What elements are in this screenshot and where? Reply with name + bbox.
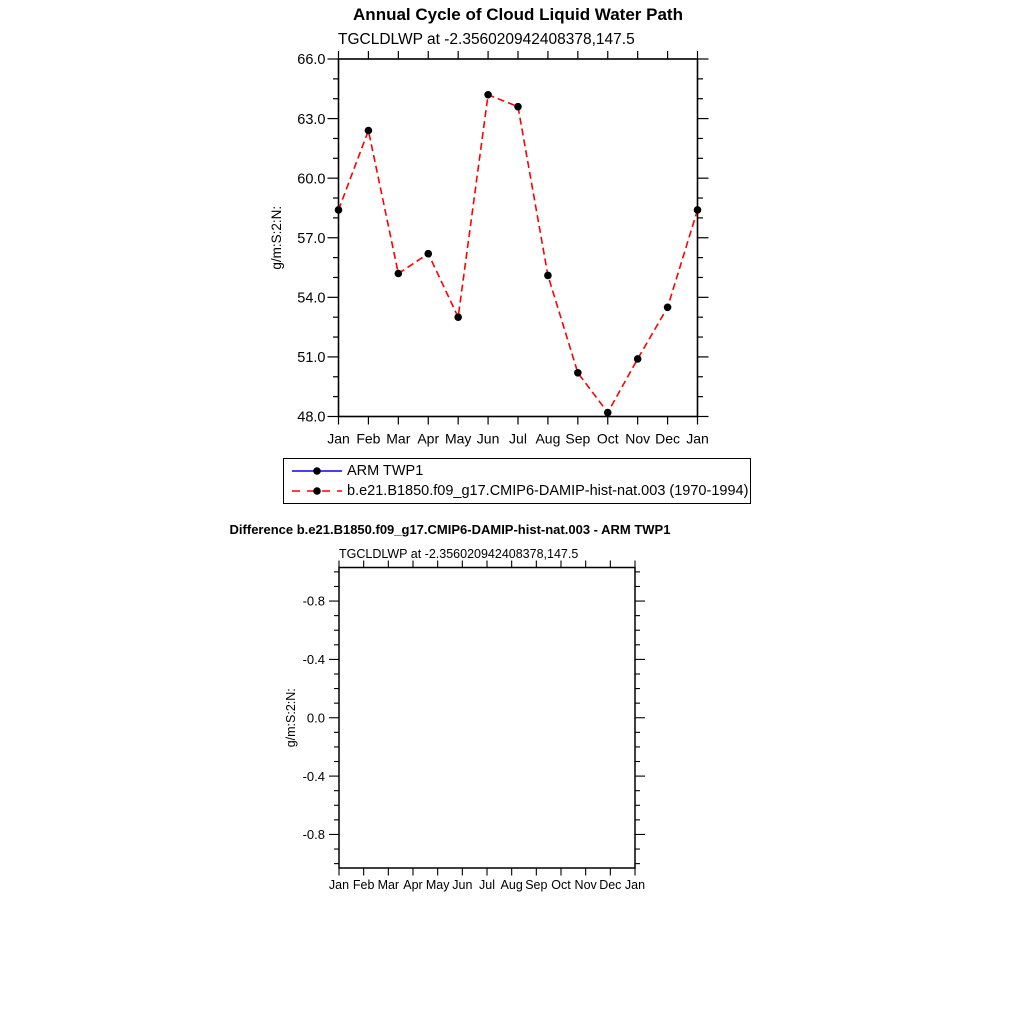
x-tick-label: Jan xyxy=(686,430,709,447)
y-tick-label: -0.4 xyxy=(302,768,325,784)
x-tick-label: Sep xyxy=(525,878,548,892)
legend-line-sample-solid xyxy=(289,464,345,478)
chart1-subtitle: TGCLDLWP at -2.356020942408378,147.5 xyxy=(338,31,635,48)
x-tick-label: Dec xyxy=(599,878,622,892)
x-tick-label: Nov xyxy=(625,430,651,447)
data-point-marker xyxy=(335,206,343,214)
x-tick-label: Sep xyxy=(565,430,591,447)
y-tick-label: 63.0 xyxy=(297,111,326,128)
x-tick-label: Aug xyxy=(500,878,523,892)
x-tick-label: Feb xyxy=(352,878,375,892)
y-tick-label: 57.0 xyxy=(297,230,326,247)
y-tick-label: -0.8 xyxy=(302,827,325,843)
x-tick-label: Feb xyxy=(356,430,381,447)
chart2-subtitle: TGCLDLWP at -2.356020942408378,147.5 xyxy=(339,547,579,561)
x-tick-label: Jun xyxy=(476,430,500,447)
data-point-marker xyxy=(664,303,672,311)
chart2-title: Difference b.e21.B1850.f09_g17.CMIP6-DAMIP-hist-nat.003 - ARM TWP1 xyxy=(229,522,671,537)
data-point-marker xyxy=(365,127,373,135)
y-axis-title: g/m:S:2:N: xyxy=(284,688,298,748)
data-point-marker xyxy=(694,206,702,214)
data-point-marker xyxy=(395,270,403,278)
data-point-marker xyxy=(514,103,522,111)
data-point-marker xyxy=(574,369,582,377)
x-tick-label: Apr xyxy=(417,430,440,447)
x-tick-label: Jan xyxy=(327,430,350,447)
legend-label-model: b.e21.B1850.f09_g17.CMIP6-DAMIP-hist-nat.003 (1970-1994) xyxy=(347,483,749,499)
x-tick-label: Mar xyxy=(386,430,411,447)
legend-entry-arm-twp1 xyxy=(284,461,750,481)
chart-difference xyxy=(284,561,645,893)
y-tick-label: 54.0 xyxy=(297,290,326,307)
x-tick-label: Oct xyxy=(596,430,619,447)
legend-line-sample-dashed xyxy=(289,484,345,498)
data-point-marker xyxy=(604,409,612,417)
chart1-title: Annual Cycle of Cloud Liquid Water Path xyxy=(353,5,683,24)
y-tick-label: -0.4 xyxy=(302,652,325,668)
x-tick-label: Aug xyxy=(535,430,561,447)
x-tick-label: Nov xyxy=(574,878,597,892)
x-tick-label: Jan xyxy=(328,878,350,892)
legend-entry-model xyxy=(284,481,750,501)
plot-frame xyxy=(339,59,698,417)
y-tick-label: 66.0 xyxy=(297,52,326,69)
x-tick-label: Mar xyxy=(377,878,400,892)
y-tick-label: 60.0 xyxy=(297,171,326,188)
y-axis-title: g/m:S:2:N: xyxy=(269,205,284,270)
data-point-marker xyxy=(424,250,432,258)
x-tick-label: Jan xyxy=(624,878,646,892)
x-tick-label: Apr xyxy=(403,878,423,892)
x-tick-label: Dec xyxy=(655,430,681,447)
data-point-marker xyxy=(454,313,462,321)
chart-annual-cycle xyxy=(269,51,709,447)
legend-label-arm-twp1: ARM TWP1 xyxy=(347,463,424,479)
y-tick-label: -0.8 xyxy=(302,593,325,609)
plot-frame xyxy=(339,568,635,869)
y-tick-label: 48.0 xyxy=(297,409,326,426)
y-tick-label: 51.0 xyxy=(297,350,326,367)
y-tick-label: 0.0 xyxy=(306,710,325,726)
legend-box xyxy=(283,458,751,504)
series-line xyxy=(339,95,698,413)
x-tick-label: May xyxy=(444,430,472,447)
x-tick-label: Oct xyxy=(551,878,571,892)
x-tick-label: Jun xyxy=(452,878,473,892)
x-tick-label: Jul xyxy=(479,878,495,892)
x-tick-label: May xyxy=(425,878,450,892)
data-point-marker xyxy=(544,272,552,280)
data-point-marker xyxy=(634,355,642,363)
data-point-marker xyxy=(484,91,492,99)
x-tick-label: Jul xyxy=(509,430,527,447)
